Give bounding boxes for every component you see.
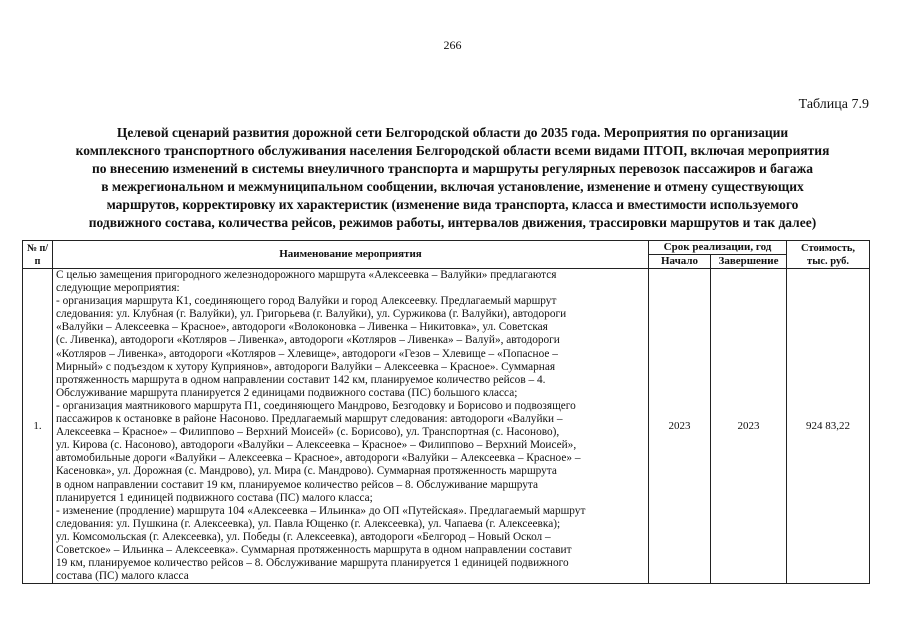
description-line: Мирный» с подъездом к хутору Куприянов», автодороги Валуйки – Алексеевка – Красное». Суммарная <box>56 360 556 373</box>
description-line: «Валуйки – Алексеевка – Красное», автодороги «Волоконовка – Ливенка – Никитовка», ул. Советская <box>56 321 548 334</box>
header-cost: Стоимость, тыс. руб. <box>787 241 870 269</box>
description-line: ул. Комсомольская (г. Алексеевка), ул. Победы (г. Алексеевка), автодороги «Белгород – Новый Оскол – <box>56 530 551 543</box>
description-line: пассажиров к остановке в районе Насоново. Предлагаемый маршрут следования: автодороги «Валуйки – <box>56 413 563 426</box>
description-line: следования: ул. Пушкина (г. Алексеевка), ул. Павла Ющенко (г. Алексеевка), ул. Чапаева (г. Алексеевка); <box>56 517 561 530</box>
description-line: в одном направлении составит 19 км, планируемое количество рейсов – 8. Обслуживание маршрута <box>56 478 539 491</box>
description-line: Советское» – Ильинка – Алексеевка». Суммарная протяженность маршрута в одном направлении составит <box>56 543 572 556</box>
row-number: 1. <box>23 269 53 584</box>
cost-value: 924 83,22 <box>787 269 870 584</box>
title-line: Целевой сценарий развития дорожной сети Белгородской области до 2035 года. Мероприятия по организации <box>116 125 789 140</box>
description-line: С целью замещения пригородного железнодорожного маршрута «Алексеевка – Валуйки» предлагаются <box>56 269 557 281</box>
description-line: следования: ул. Клубная (г. Валуйки), ул. Григорьева (г. Валуйки), ул. Суржикова (г. Валуйки), автодороги <box>56 308 567 321</box>
header-measure-name: Наименование мероприятия <box>53 241 649 269</box>
start-year: 2023 <box>649 269 711 584</box>
table-title <box>18 124 887 232</box>
description-line: Касеновка», ул. Дорожная (с. Мандрово), ул. Мира (с. Мандрово). Суммарная протяженность маршрута <box>56 465 557 478</box>
description-line: 19 км, планируемое количество рейсов – 8. Обслуживание маршрута планируется 1 единицей подвижного <box>56 557 569 570</box>
description-line: автомобильные дороги «Валуйки – Алексеевка – Красное», автодороги «Валуйки – Алексеевка – Красное» – <box>56 452 581 465</box>
description-line: Алексеевка – Красное» – Филиппово – Верхний Моисей» (с. Борисово), ул. Транспортная (с. Насоново), <box>56 426 560 439</box>
end-year: 2023 <box>711 269 787 584</box>
description-line: Обслуживание маршрута планируется 2 единицами подвижного состава (ПС) большого класса; <box>56 386 518 399</box>
description-line: - изменение (продление) маршрута 104 «Алексеевка – Ильинка» до ОП «Путейская». Предлагаемый маршрут <box>56 504 586 517</box>
title-line: подвижного состава, количества рейсов, режимов работы, интервалов движения, трассировки маршрутов и так далее) <box>88 215 817 230</box>
measures-table <box>22 240 870 584</box>
page-number: 266 <box>443 38 462 52</box>
title-line: в межрегиональном и межмуниципальном сообщении, включая установление, изменение и отмену существующих <box>101 179 804 194</box>
description-line: - организация маршрута К1, соединяющего город Валуйки и город Алексеевку. Предлагаемый маршрут <box>56 295 557 308</box>
description-line: ул. Кирова (с. Насоново), автодороги «Валуйки – Алексеевка – Красное» – Филиппово – Верхний Моисей», <box>56 439 577 452</box>
header-end: Завершение <box>711 255 787 269</box>
description-line: «Котляров – Ливенка», автодороги «Котляров – Хлевище», автодороги «Гезов – Хлевище – «Попасное – <box>56 347 558 360</box>
title-line: по внесению изменений в системы внеуличного транспорта и маршруты регулярных перевозок пассажиров и багажа <box>91 161 814 176</box>
table-label: Таблица 7.9 <box>798 97 869 112</box>
description-line: (с. Ливенка), автодороги «Котляров – Ливенка», автодороги «Котляров – Ливенка» – Валуй», автодороги <box>56 334 560 347</box>
title-line: комплексного транспортного обслуживания населения Белгородской области всеми видами ПТОП, включая мероприятия <box>75 143 830 158</box>
measure-description <box>53 269 649 584</box>
header-number: № п/п <box>23 241 53 269</box>
description-line: протяженность маршрута в одном направлении составит 142 км, планируемое количество рейсов – 4. <box>56 373 546 386</box>
description-line: - организация маятникового маршрута П1, соединяющего Мандрово, Безгодовку и Борисово и подвозящего <box>56 399 576 412</box>
title-line: маршрутов, корректировку их характеристик (изменение вида транспорта, класса и вместимости используемого <box>106 197 799 212</box>
header-period: Срок реализации, год <box>649 241 787 255</box>
description-line: планируется 1 единицей подвижного состава (ПС) малого класса; <box>56 491 373 504</box>
description-line: состава (ПС) малого класса <box>56 570 189 583</box>
header-start: Начало <box>649 255 711 269</box>
description-line: следующие мероприятия: <box>56 282 180 295</box>
table-row <box>23 269 870 584</box>
